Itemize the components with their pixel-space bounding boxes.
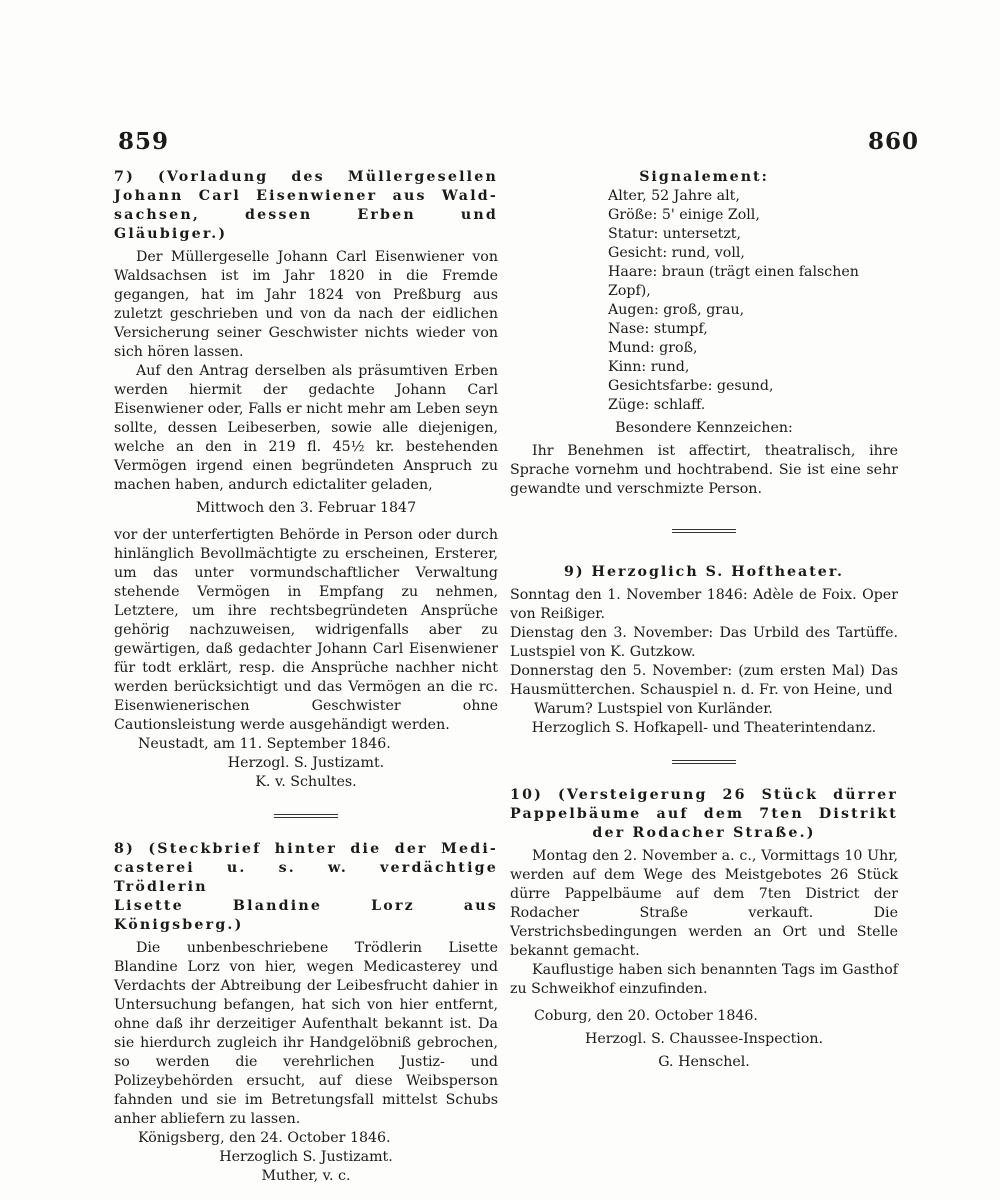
signalement-item: Augen: groß, grau, bbox=[608, 302, 745, 318]
signalement-item: Kinn: rund, bbox=[608, 359, 690, 375]
theater-program-line: Donnerstag den 5. November: (zum ersten Mal) Das Hausmütterchen. Schauspiel n. d. Fr. von Heine, und bbox=[510, 663, 898, 698]
notice-7-signature: K. v. Schultes. bbox=[255, 774, 357, 790]
signalement-item: Züge: schlaff. bbox=[608, 397, 706, 413]
page-number-right: 860 bbox=[868, 128, 920, 155]
notice-7-heading-line: Johann Carl Eisenwiener aus Wald- bbox=[114, 188, 498, 204]
signalement-item: Gesichtsfarbe: gesund, bbox=[608, 378, 774, 394]
notice-7-heading-line: sachsen, dessen Erben und Gläubiger.) bbox=[114, 207, 498, 242]
notice-7-place-date: Neustadt, am 11. September 1846. bbox=[138, 736, 391, 752]
signalement-item: Mund: groß, bbox=[608, 340, 698, 356]
notice-10-paragraph: Montag den 2. November a. c., Vormittags 10 Uhr, werden auf dem Wege des Meistgebotes 26 Stück dürre Pappelbäume auf dem 7ten District der Rodacher Straße verkauft. Die Verstrichsbedingungen werden an Ort und Stelle bekannt gemacht. bbox=[510, 848, 898, 959]
signalement-item: Nase: stumpf, bbox=[608, 321, 708, 337]
right-column bbox=[510, 168, 898, 1072]
theater-program-line: Sonntag den 1. November 1846: Adèle de Foix. Oper von Reißiger. bbox=[510, 587, 898, 622]
notice-9-signature: Herzoglich S. Hofkapell- und Theaterintendanz. bbox=[531, 720, 877, 736]
notice-8-signature: Muther, v. c. bbox=[261, 1168, 351, 1184]
signalement-item: Alter, 52 Jahre alt, bbox=[608, 188, 740, 204]
notice-10-heading-line: der Rodacher Straße.) bbox=[592, 825, 816, 841]
signalement-item: Gesicht: rund, voll, bbox=[608, 245, 745, 261]
signalement-title: Signalement: bbox=[639, 169, 769, 185]
signalement-item: Haare: braun (trägt einen falschen Zopf), bbox=[608, 264, 859, 299]
page-number-left: 859 bbox=[118, 128, 170, 155]
notice-8-place-date: Königsberg, den 24. October 1846. bbox=[138, 1130, 391, 1146]
signalement-list bbox=[510, 187, 898, 415]
notice-7-paragraph: Der Müllergeselle Johann Carl Eisenwiener von Waldsachsen ist im Jahr 1820 in die Fremde gegangen, hat im Jahr 1824 von Preßburg aus zuletzt geschrieben und von da nach der eidlichen Versicherung seiner Geschwister nichts wieder von sich hören lassen. bbox=[114, 249, 498, 360]
notice-10-place-date: Coburg, den 20. October 1846. bbox=[534, 1008, 758, 1024]
theater-program-line: Warum? Lustspiel von Kurländer. bbox=[534, 701, 773, 717]
theater-program-line: Dienstag den 3. November: Das Urbild des Tartüffe. Lustspiel von K. Gutzkow. bbox=[510, 625, 898, 660]
notice-7-paragraph: vor der unterfertigten Behörde in Person oder durch hinlänglich Bevollmächtigte zu erscheinen, Ersterer, um das unter vormundschaftlicher Verwaltung stehende Vermögen in Empfang zu nehmen, Letztere, um ihre rechtsbegründeten Ansprüche gehörig nachzuweisen, widrigenfalls aber zu gewärtigen, daß gedachter Johann Carl Eisenwiener für todt erklärt, resp. die Ansprüche nachher nicht werden berücksichtigt und das Vermögen an die rc. Eisenwienerischen Geschwister ohne Cautionsleistung werde ausgehändigt werden. bbox=[114, 527, 498, 733]
notice-7-heading bbox=[114, 168, 498, 244]
signalement-item: Statur: untersetzt, bbox=[608, 226, 742, 242]
notice-8-heading bbox=[114, 840, 498, 935]
notice-7-date-line: Mittwoch den 3. Februar 1847 bbox=[195, 500, 417, 516]
special-features-text: Ihr Benehmen ist affectirt, theatralisch, ihre Sprache vornehm und hochtrabend. Sie ist eine sehr gewandte und verschmizte Person. bbox=[510, 443, 898, 497]
notice-8-heading-line: 8) (Steckbrief hinter die der Medi- bbox=[114, 841, 498, 857]
notice-10-paragraph: Kauflustige haben sich benannten Tags im Gasthof zu Schweikhof einzufinden. bbox=[510, 962, 898, 997]
notice-7-paragraph: Auf den Antrag derselben als präsumtiven Erben werden hiermit der gedachte Johann Carl Eisenwiener oder, Falls er nicht mehr am Leben seyn sollte, dessen Leibeserben, sowie alle diejenigen, welche an den in 219 fl. 45½ kr. bestehenden Vermögen irgend einen begründeten Anspruch zu machen haben, andurch edictaliter geladen, bbox=[114, 363, 498, 493]
notice-10-authority: Herzogl. S. Chaussee-Inspection. bbox=[584, 1031, 824, 1047]
notice-7-authority: Herzogl. S. Justizamt. bbox=[227, 755, 385, 771]
notice-9-heading: 9) Herzoglich S. Hoftheater. bbox=[564, 564, 844, 580]
notice-8-paragraph: Die unbenbeschriebene Trödlerin Lisette Blandine Lorz von hier, wegen Medicasterey und Verdachts der Abtreibung der Leibesfrucht dahier in Untersuchung befangen, hat sich von hier entfernt, ohne daß ihr derzeitiger Aufenthalt bekannt ist. Da sie hierdurch zugleich ihr Handgelöbniß gebrochen, so werden die verehrlichen Justiz- und Polizeybehörden ersucht, auf diese Weibsperson fahnden und sie im Betretungsfall mittelst Schubs anher abliefern zu lassen. bbox=[114, 940, 498, 1127]
notice-10-heading-line: 10) (Versteigerung 26 Stück dürrer Pappelbäume auf dem 7ten Distrikt bbox=[510, 787, 898, 822]
notice-8-heading-line: casterei u. s. w. verdächtige Trödlerin bbox=[114, 860, 498, 895]
notice-10-signature: G. Henschel. bbox=[658, 1054, 750, 1070]
signalement-item: Größe: 5' einige Zoll, bbox=[608, 207, 760, 223]
notice-10-heading bbox=[510, 786, 898, 843]
notice-8-heading-line: Lisette Blandine Lorz aus Königsberg.) bbox=[114, 898, 498, 933]
notice-7-heading-line: 7) (Vorladung des Müllergesellen bbox=[114, 169, 498, 185]
notice-8-authority: Herzoglich S. Justizamt. bbox=[219, 1149, 393, 1165]
left-column bbox=[114, 168, 498, 1186]
special-features-title: Besondere Kennzeichen: bbox=[615, 420, 793, 436]
